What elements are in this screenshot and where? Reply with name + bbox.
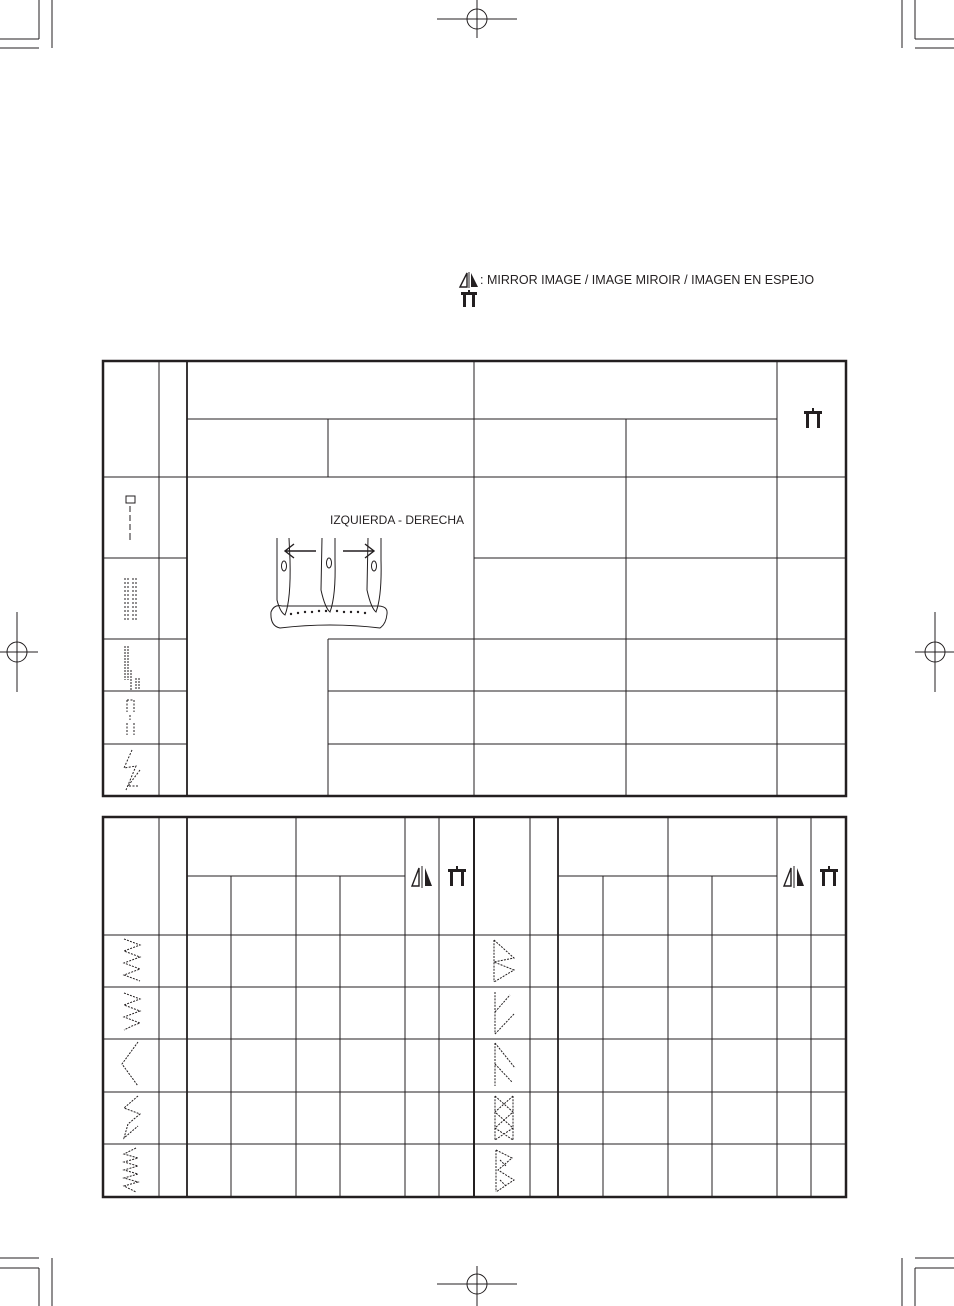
shell-tuck-stitch-icon: [496, 1150, 514, 1192]
twin-needle-icon: [804, 408, 822, 428]
triple-straight-stitch-icon: [125, 578, 136, 622]
needle-position-illustration: [271, 538, 387, 628]
overedge-stitch-icon: [495, 1043, 515, 1086]
blind-hem-stitch-icon: [494, 940, 514, 982]
twin-needle-icon: [448, 866, 466, 886]
stretch-straight-stitch-icon: [127, 700, 134, 735]
tricot-zigzag-icon: [124, 1096, 140, 1138]
straight-stitch-center-icon: [126, 496, 135, 540]
basting-stitch-icon: [125, 646, 139, 690]
mirror-image-icon: [412, 866, 432, 888]
cross-stitch-icon: [495, 1096, 513, 1140]
zigzag-stitch-icon: [124, 939, 140, 981]
scallop-zigzag-icon: [124, 1148, 138, 1192]
wide-zigzag-icon: [122, 1042, 138, 1086]
mirror-image-label: : MIRROR IMAGE / IMAGE MIROIR / IMAGEN EN ESPEJO: [480, 272, 815, 287]
needle-position-label: IZQUIERDA - DERECHA: [330, 513, 465, 527]
twin-needle-icon: [820, 866, 838, 886]
lightning-stitch-icon: [124, 750, 140, 790]
stretch-blind-hem-icon: [495, 992, 514, 1034]
multi-step-zigzag-icon: [124, 993, 140, 1030]
mirror-image-icon: [784, 866, 804, 888]
